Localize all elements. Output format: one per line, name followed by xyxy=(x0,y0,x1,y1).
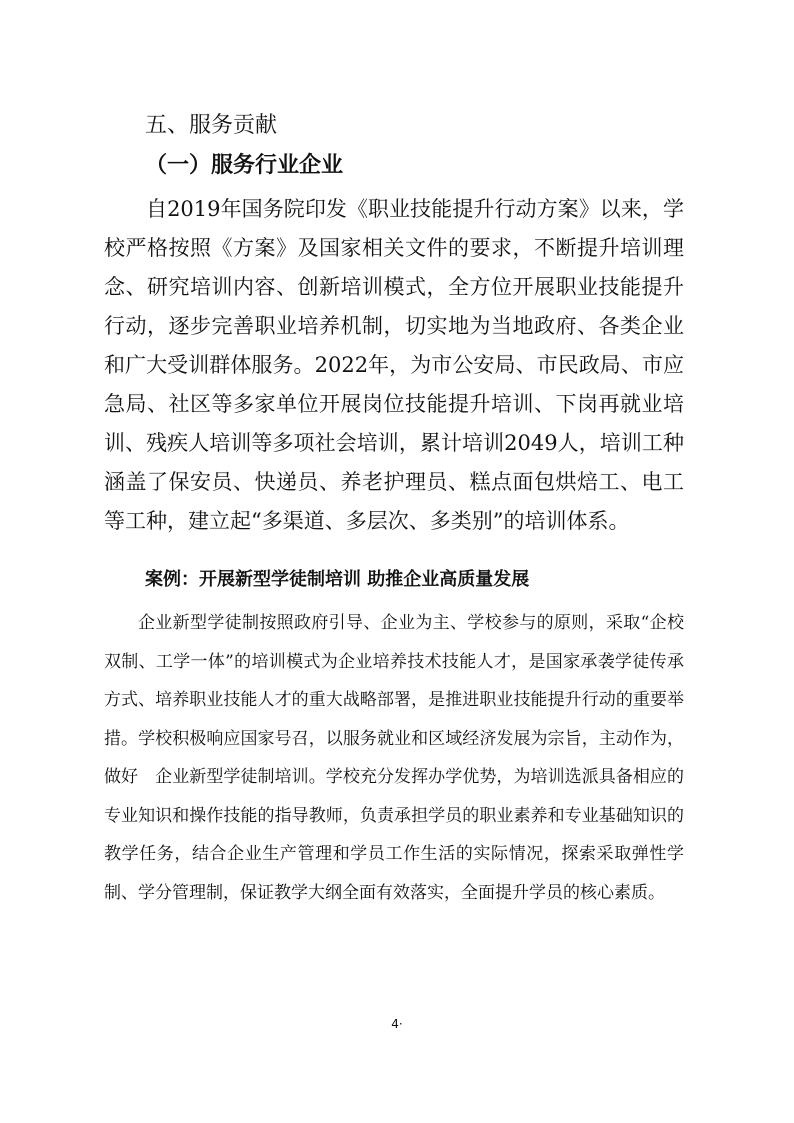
main-paragraph: 自2019年国务院印发《职业技能提升行动方案》以来，学校严格按照《方案》及国家相关文件的要求，不断提升培训理念、研究培训内容、创新培训模式，全方位开展职业技能提升行动，逐步完善职业培养机制，切实地为当地政府、各类企业和广大受训群体服务。2022年，为市公安局、市民政局、市应急局、社区等多家单位开展岗位技能提升培训、下岗再就业培训、残疾人培训等多项社会培训，累计培训2049人，培训工种涵盖了保安员、快递员、养老护理员、糕点面包烘焙工、电工等工种，建立起“多渠道、多层次、多类别”的培训体系。 xyxy=(104,197,684,533)
case-paragraph: 企业新型学徒制按照政府引导、企业为主、学校参与的原则，采取“企校双制、工学一体”的培训模式为企业培养技术技能人才，是国家承袭学徒传承方式、培养职业技能人才的重大战略部署，是推进职业技能提升行动的重要举措。学校积极响应国家号召，以服务就业和区域经济发展为宗旨，主动作为，做好 企业新型学徒制培训。学校充分发挥办学优势，为培训选派具备相应的专业知识和操作技能的指导教师，负责承担学员的职业素养和专业基础知识的教学任务，结合企业生产管理和学员工作生活的实际情况，探索采取弹性学制、学分管理制，保证教学大纲全面有效落实，全面提升学员的核心素质。 xyxy=(104,613,684,903)
subsection-heading: （一）服务行业企业 xyxy=(145,153,344,178)
page-number: 4· xyxy=(391,1017,403,1031)
section-heading: 五、服务贡献 xyxy=(145,113,278,138)
case-title: 案例：开展新型学徒制培训 助推企业高质量发展 xyxy=(145,569,530,590)
